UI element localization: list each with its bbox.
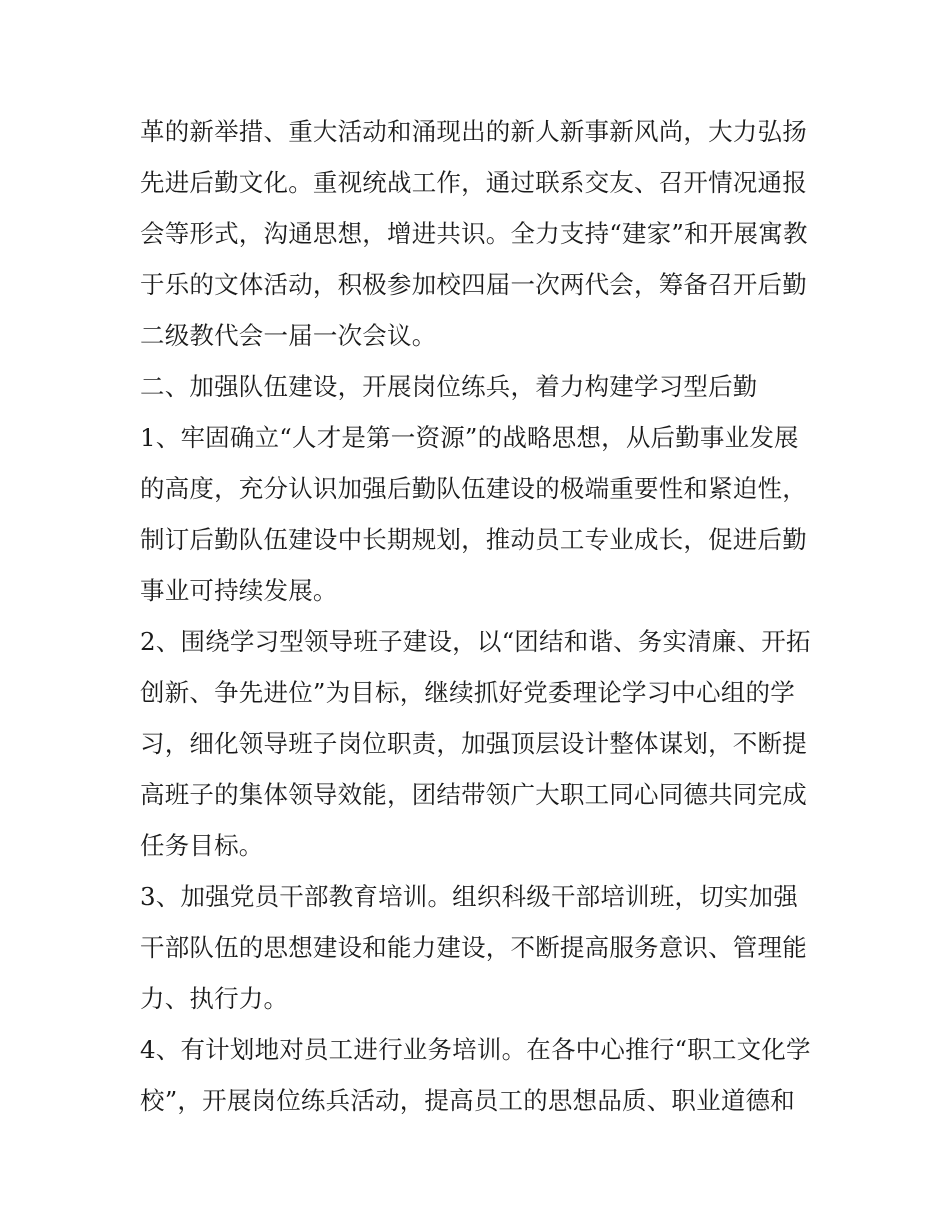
text-line: 的高度，充分认识加强后勤队伍建设的极端重要性和紧迫性， <box>140 474 807 503</box>
section-heading: 二、加强队伍建设，开展岗位练兵，着力构建学习型后勤 <box>140 372 758 401</box>
text-line: 力、执行力。 <box>140 984 289 1013</box>
text-line: 创新、争先进位”为目标，继续抓好党委理论学习中心组的学 <box>140 678 795 707</box>
text-line: 4、有计划地对员工进行业务培训。在各中心推行“职工文化学 <box>140 1035 811 1064</box>
text-line: 高班子的集体领导效能，团结带领广大职工同心同德共同完成 <box>140 780 807 809</box>
text-line: 干部队伍的思想建设和能力建设，不断提高服务意识、管理能 <box>140 933 807 962</box>
text-line: 于乐的文体活动，积极参加校四届一次两代会，筹备召开后勤 <box>140 270 807 299</box>
text-line: 二级教代会一届一次会议。 <box>140 321 437 350</box>
text-line: 革的新举措、重大活动和涌现出的新人新事新风尚，大力弘扬 <box>140 117 807 146</box>
text-line: 任务目标。 <box>140 831 264 860</box>
text-line: 习，细化领导班子岗位职责，加强顶层设计整体谋划，不断提 <box>140 729 807 758</box>
text-line: 1、牢固确立“人才是第一资源”的战略思想，从后勤事业发展 <box>140 423 799 452</box>
text-line: 3、加强党员干部教育培训。组织科级干部培训班，切实加强 <box>140 882 798 911</box>
text-line: 制订后勤队伍建设中长期规划，推动员工专业成长，促进后勤 <box>140 525 807 554</box>
text-line: 会等形式，沟通思想，增进共识。全力支持“建家”和开展寓教 <box>140 219 808 248</box>
text-line: 校”，开展岗位练兵活动，提高员工的思想品质、职业道德和 <box>140 1086 795 1115</box>
text-line: 先进后勤文化。重视统战工作，通过联系交友、召开情况通报 <box>140 168 807 197</box>
text-line: 事业可持续发展。 <box>140 576 338 605</box>
document-body <box>140 106 812 1126</box>
text-line: 2、围绕学习型领导班子建设，以“团结和谐、务实清廉、开拓 <box>140 627 811 656</box>
